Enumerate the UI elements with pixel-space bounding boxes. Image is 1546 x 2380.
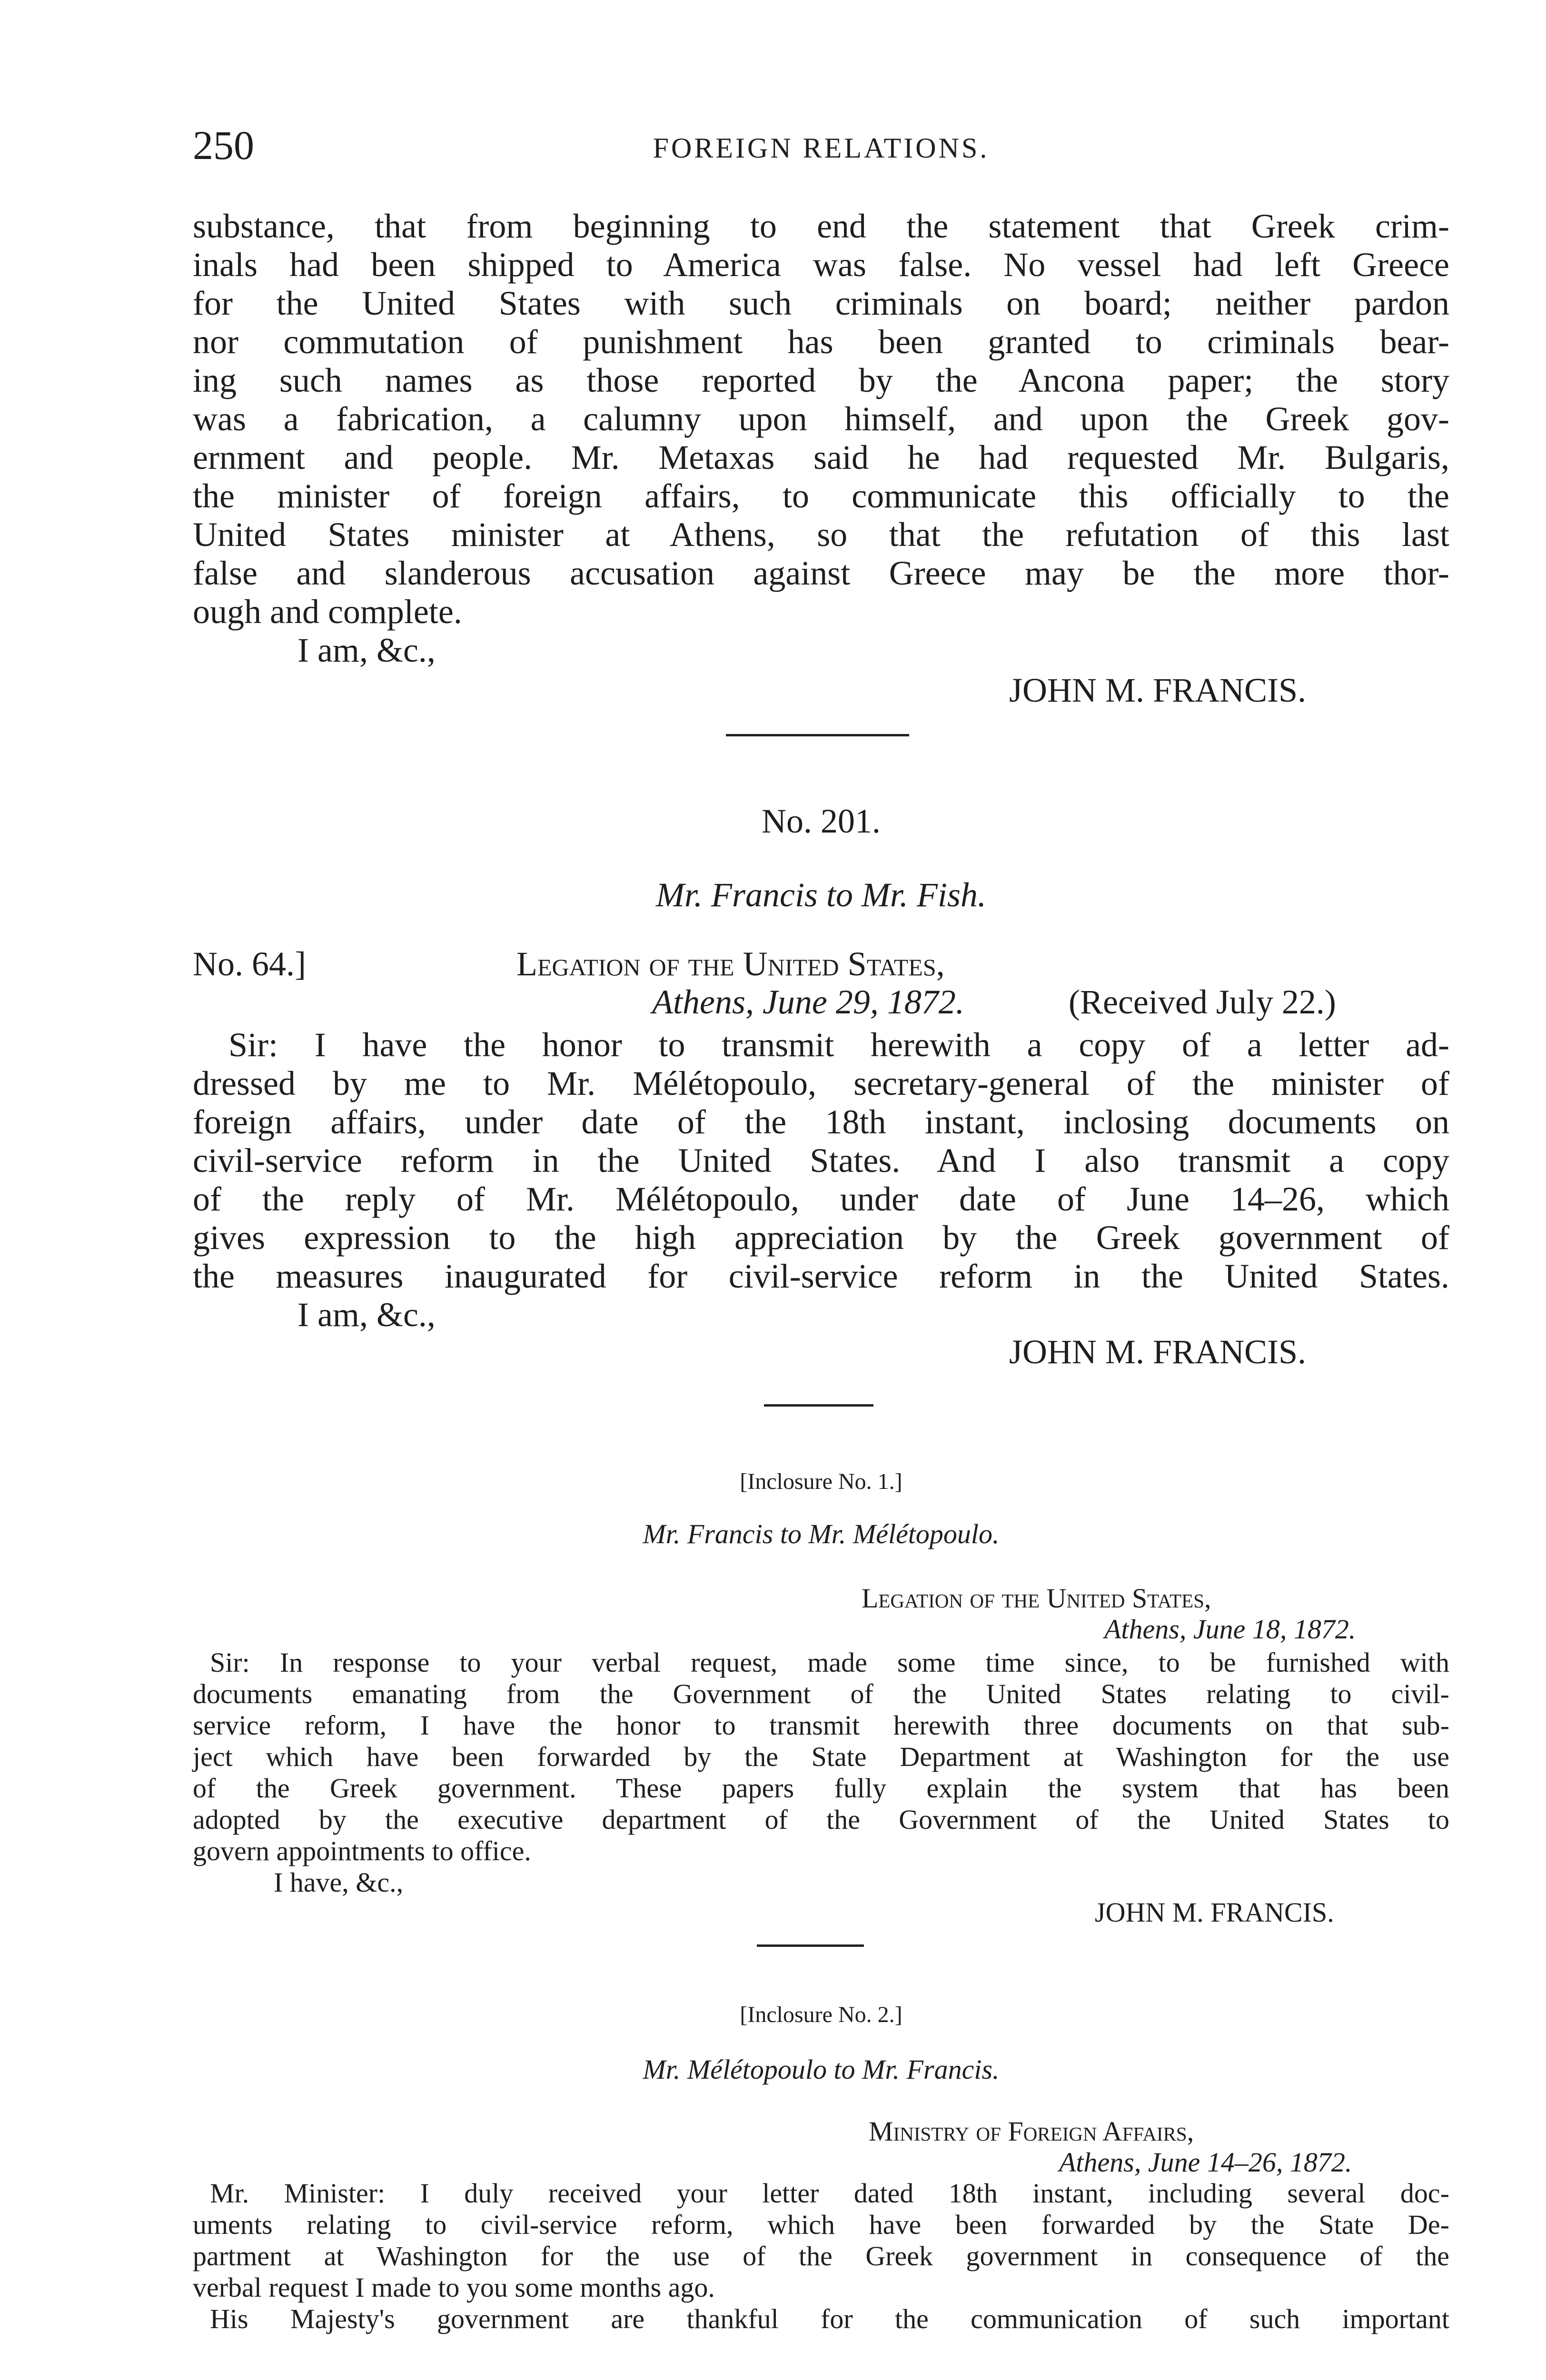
legation-heading: Legation of the United States, — [862, 1583, 1211, 1614]
inclosure-body — [193, 1647, 1449, 1898]
text-line: His Majesty's government are thankful for the communication of such important — [210, 2303, 1449, 2334]
closing: I am, &c., — [297, 1296, 436, 1334]
section-rule — [764, 1404, 873, 1407]
place-date: Athens, June 29, 1872. — [652, 983, 964, 1021]
signature: JOHN M. FRANCIS. — [1009, 1333, 1307, 1371]
place-date: Athens, June 18, 1872. — [1104, 1614, 1356, 1645]
text-line: the measures inaugurated for civil-service reform in the United States. — [193, 1257, 1449, 1295]
text-line: Sir: I have the honor to transmit herewith a copy of a letter ad- — [228, 1026, 1449, 1064]
letter-body — [193, 1026, 1449, 1334]
text-line: of the reply of Mr. Mélétopoulo, under date of June 14–26, which — [193, 1180, 1449, 1218]
text-line: service reform, I have the honor to transmit herewith three documents on that sub- — [193, 1710, 1449, 1741]
text-line: Mr. Minister: I duly received your letter dated 18th instant, including several doc- — [210, 2178, 1449, 2209]
text-line: the minister of foreign affairs, to communicate this officially to the — [193, 477, 1449, 515]
inclosure-heading: Mr. Francis to Mr. Mélétopoulo. — [643, 1518, 1000, 1549]
text-line: ject which have been forwarded by the State Department at Washington for the use — [193, 1741, 1449, 1772]
text-line: for the United States with such criminals on board; neither pardon — [193, 284, 1449, 322]
text-line: false and slanderous accusation against Greece may be the more thor- — [193, 554, 1449, 592]
text-line: verbal request I made to you some months ago. — [193, 2272, 715, 2303]
text-line: United States minister at Athens, so that the refutation of this last — [193, 516, 1449, 554]
text-line: gives expression to the high appreciation by the Greek government of — [193, 1219, 1449, 1257]
section-rule — [757, 1944, 864, 1947]
text-line: uments relating to civil-service reform, which have been forwarded by the State De- — [193, 2209, 1449, 2240]
closing: I am, &c., — [297, 631, 436, 669]
text-line: govern appointments to office. — [193, 1835, 531, 1866]
text-line: partment at Washington for the use of the Greek government in consequence of the — [193, 2241, 1449, 2271]
text-line: was a fabrication, a calumny upon himself, and upon the Greek gov- — [193, 400, 1449, 438]
place-date: Athens, June 14–26, 1872. — [1059, 2147, 1352, 2178]
text-line: substance, that from beginning to end the statement that Greek crim- — [193, 207, 1449, 245]
inclosure-label: [Inclosure No. 2.] — [740, 2002, 902, 2027]
legation-heading: Legation of the United States, — [516, 945, 945, 983]
inclosure-body — [193, 2178, 1449, 2335]
text-line: civil-service reform in the United States. And I also transmit a copy — [193, 1141, 1449, 1180]
header-title: FOREIGN RELATIONS. — [653, 132, 990, 164]
received-date: (Received July 22.) — [1069, 983, 1336, 1021]
text-line: ernment and people. Mr. Metaxas said he had requested Mr. Bulgaris, — [193, 438, 1449, 476]
document-heading: Mr. Francis to Mr. Fish. — [655, 876, 987, 914]
inclosure-label: [Inclosure No. 1.] — [740, 1469, 902, 1494]
text-line: ing such names as those reported by the Ancona paper; the story — [193, 361, 1449, 399]
text-line: documents emanating from the Government of the United States relating to civil- — [193, 1678, 1449, 1709]
text-line: Sir: In response to your verbal request, made some time since, to be furnished with — [210, 1647, 1449, 1678]
text-line: inals had been shipped to America was false. No vessel had left Greece — [193, 246, 1449, 284]
closing: I have, &c., — [274, 1867, 404, 1898]
text-line: of the Greek government. These papers fully explain the system that has been — [193, 1773, 1449, 1804]
text-line: ough and complete. — [193, 593, 462, 631]
text-line: foreign affairs, under date of the 18th instant, inclosing documents on — [193, 1103, 1449, 1141]
continuation-paragraph — [193, 207, 1449, 670]
ministry-heading: Ministry of Foreign Affairs, — [869, 2116, 1194, 2147]
running-head — [193, 117, 1449, 174]
text-line: nor commutation of punishment has been granted to criminals bear- — [193, 323, 1449, 361]
page-number: 250 — [193, 122, 254, 168]
text-line: dressed by me to Mr. Mélétopoulo, secretary-general of the minister of — [193, 1064, 1449, 1102]
dispatch-number: No. 64.] — [193, 945, 306, 983]
signature: JOHN M. FRANCIS. — [1095, 1897, 1334, 1928]
signature: JOHN M. FRANCIS. — [1009, 671, 1307, 709]
text-line: adopted by the executive department of the Government of the United States to — [193, 1804, 1449, 1835]
section-rule — [726, 734, 909, 736]
inclosure-heading: Mr. Mélétopoulo to Mr. Francis. — [643, 2054, 1000, 2085]
document-number: No. 201. — [762, 802, 881, 840]
